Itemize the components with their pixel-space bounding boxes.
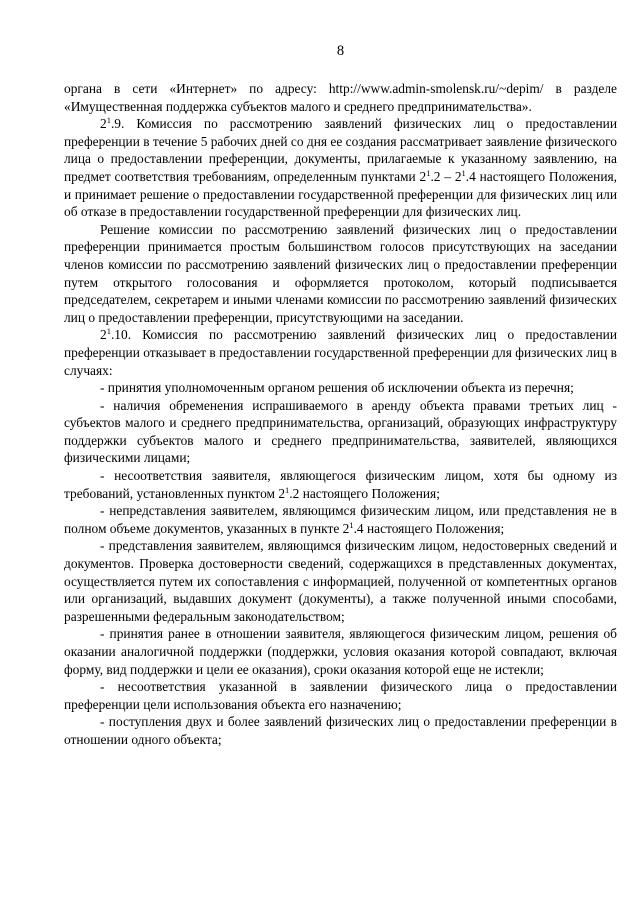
paragraph-2-1-9: $2^1.9$. Комиссия по рассмотрению заявлений физических лиц о предоставлении преференции в течение 5 рабочих дней со дня ее создания рассматривает заявление физического лица о предоставлении преференции, документы, прилагаемые к указанному заявлению, на предмет соответствия требованиям, определенным пунктами $2^1.2 - 2^1.4$ настоящего Положения, и принимает решение о предоставлении государственной преференции для физических лиц или об отказе в предоставлении государственной преференции для физических лиц. (64, 115, 617, 220)
paragraph-2-1-10: $2^1.10$. Комиссия по рассмотрению заявлений физических лиц о предоставлении преференции отказывает в предоставлении государственной преференции для физических лиц в случаях: (64, 326, 617, 378)
list-item: - представления заявителем, являющимся физическим лицом, недостоверных сведений и документов. Проверка достоверности сведений, содержащихся в представленных документах, осуществляется путем их сопоставления с информацией, полученной от компетентных органов или организаций, выдавших документ (документы), а также полученной иными способами, разрешенными федеральным законодательством; (64, 538, 617, 624)
list-item: - поступления двух и более заявлений физических лиц о предоставлении преференции в отношении одного объекта; (64, 714, 617, 747)
page-number: 8 (336, 43, 345, 59)
document-body (64, 80, 617, 749)
list-item: - принятия уполномоченным органом решения об исключении объекта из перечня; (100, 380, 574, 396)
list-item: - несоответствия заявителя, являющегося физическим лицом, хотя бы одному из требований, установленных пунктом $2^1.2$ настоящего Положения; (64, 468, 617, 501)
paragraph: органа в сети «Интернет» по адресу: http://www.admin-smolensk.ru/~depim/ в разделе «Имущественная поддержка субъектов малого и среднего предпринимательства». (64, 81, 617, 114)
paragraph: Решение комиссии по рассмотрению заявлений физических лиц о предоставлении преференции принимается простым большинством голосов присутствующих на заседании членов комиссии по рассмотрению заявлений физических лиц о предоставлении преференции путем открытого голосования и оформляется протоколом, который подписывается председателем, секретарем и иными членами комиссии по рассмотрению заявлений физических лиц о предоставлении преференции, присутствующими на заседании. (64, 221, 617, 325)
list-item: - несоответствия указанной в заявлении физического лица о предоставлении преференции цели использования объекта его назначению; (64, 679, 617, 712)
list-item: - наличия обременения испрашиваемого в аренду объекта правами третьих лиц - субъектов малого и среднего предпринимательства, организаций, образующих инфраструктуру поддержки субъектов малого и среднего предпринимательства, заявителей, являющихся физическими лицами; (64, 397, 617, 466)
list-item: - принятия ранее в отношении заявителя, являющегося физическим лицом, решения об оказании аналогичной поддержки (поддержки, условия оказания которой совпадают, включая форму, вид поддержки и цели ее оказания), сроки оказания которой еще не истекли; (64, 626, 617, 677)
list-item: - непредставления заявителем, являющимся физическим лицом, или представления не в полном объеме документов, указанных в пункте $2^1.4$ настоящего Положения; (64, 503, 617, 536)
